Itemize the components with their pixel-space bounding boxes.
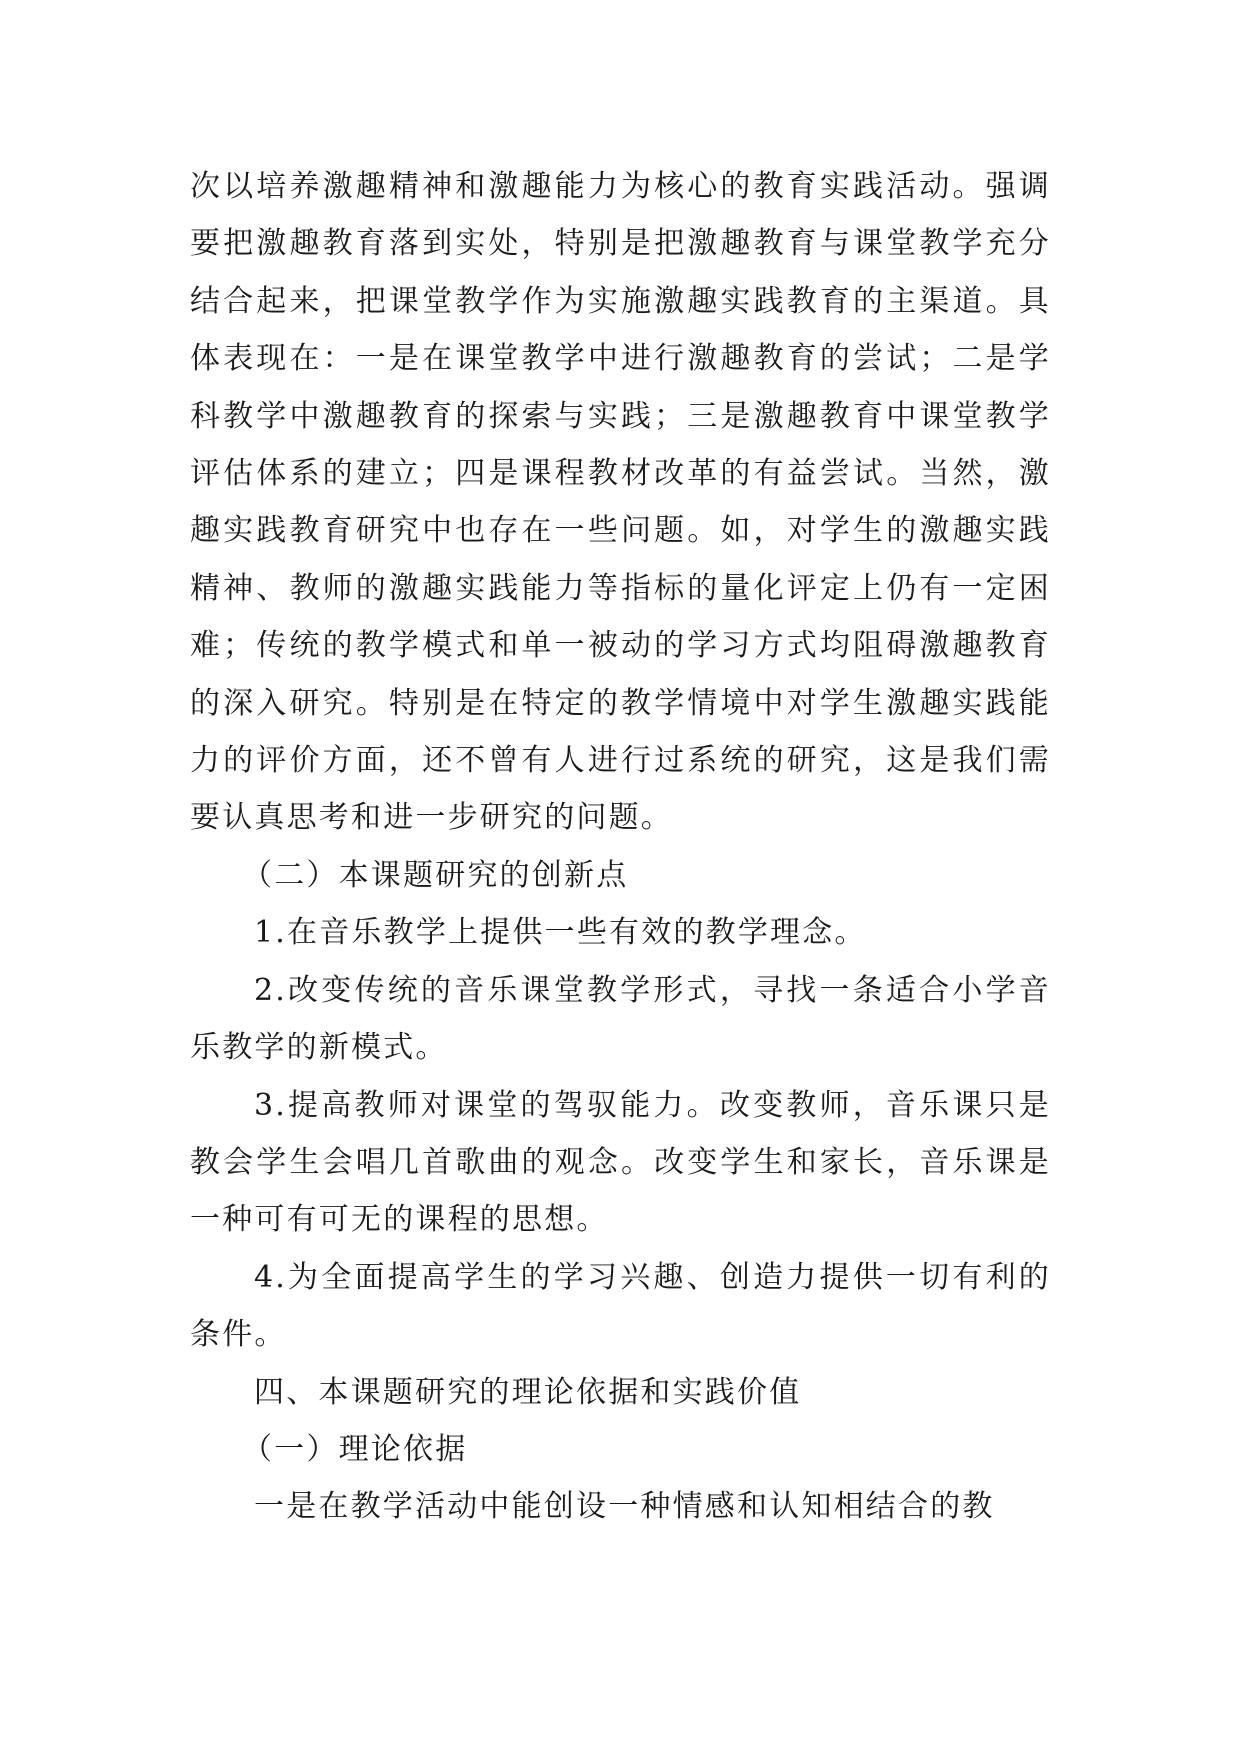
list-item: 4.为全面提高学生的学习兴趣、创造力提供一切有利的条件。: [190, 1259, 1051, 1353]
section-heading-innovation: （二）本课题研究的创新点: [242, 857, 629, 893]
section-heading-theory: （一）理论依据: [242, 1431, 468, 1467]
body-paragraph: 次以培养激趣精神和激趣能力为核心的教育实践活动。强调要把激趣教育落到实处，特别是把激趣教育与课堂教学充分结合起来，把课堂教学作为实施激趣实践教育的主渠道。具体表现在：一是在课堂教学中进行激趣教育的尝试；二是学科教学中激趣教育的探索与实践；三是激趣教育中课堂教学评估体系的建立；四是课程教材改革的有益尝试。当然，激趣实践教育研究中也存在一些问题。如，对学生的激趣实践精神、教师的激趣实践能力等指标的量化评定上仍有一定困难；传统的教学模式和单一被动的学习方式均阻碍激趣教育的深入研究。特别是在特定的教学情境中对学生激趣实践能力的评价方面，还不曾有人进行过系统的研究，这是我们需要认真思考和进一步研究的问题。: [190, 169, 1051, 836]
list-item: 2.改变传统的音乐课堂教学形式，寻找一条适合小学音乐教学的新模式。: [190, 972, 1051, 1066]
list-item: 3.提高教师对课堂的驾驭能力。改变教师，音乐课只是教会学生会唱几首歌曲的观念。改变学生和家长，音乐课是一种可有可无的课程的思想。: [190, 1087, 1051, 1238]
chapter-heading: 四、本课题研究的理论依据和实践价值: [254, 1374, 802, 1410]
body-paragraph: 一是在教学活动中能创设一种情感和认知相结合的教: [254, 1489, 995, 1525]
document-body: [190, 158, 1051, 1536]
list-item: 1.在音乐教学上提供一些有效的教学理念。: [254, 915, 867, 951]
